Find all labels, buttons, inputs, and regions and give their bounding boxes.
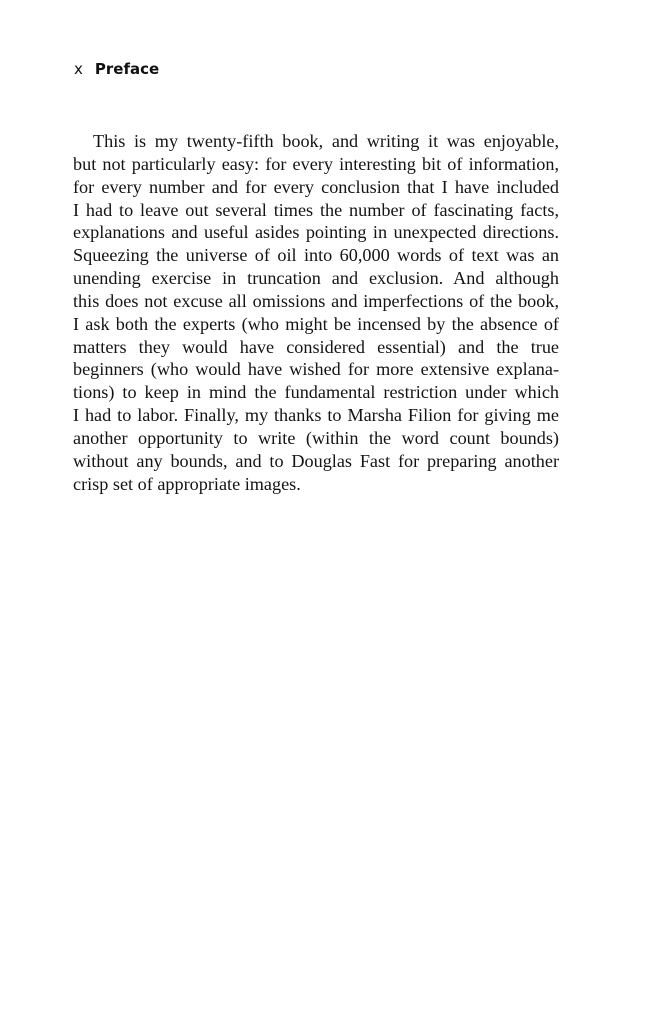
paragraph-line: I had to labor. Finally, my thanks to Marsha Filion for giving me [73, 405, 559, 426]
paragraph-line: but not particularly easy: for every interesting bit of information, [73, 153, 559, 174]
paragraph-line: Squeezing the universe of oil into 60,000 words of text was an [73, 245, 559, 266]
paragraph-line: crisp set of appropriate images. [73, 473, 301, 494]
page-number: x [74, 60, 83, 78]
paragraph-line: tions) to keep in mind the fundamental restriction under which [73, 382, 559, 403]
running-head [74, 59, 159, 79]
paragraph-line: I had to leave out several times the number of fascinating facts, [73, 199, 559, 220]
paragraph-line: for every number and for every conclusion that I have included [73, 176, 559, 197]
paragraph-line: This is my twenty-fifth book, and writing it was enjoyable, [93, 131, 559, 151]
paragraph-line: this does not excuse all omissions and imperfections of the book, [73, 290, 559, 311]
section-title: Preface [94, 60, 160, 78]
paragraph-line: beginners (who would have wished for more extensive explana- [73, 359, 559, 380]
paragraph-line: explanations and useful asides pointing in unexpected directions. [73, 222, 559, 243]
paragraph-line: I ask both the experts (who might be incensed by the absence of [73, 313, 559, 334]
paragraph-line: unending exercise in truncation and exclusion. And although [73, 268, 559, 289]
paragraph-line: another opportunity to write (within the word count bounds) [73, 427, 559, 448]
paragraph-line: matters they would have considered essential) and the true [73, 336, 559, 357]
paragraph-line: without any bounds, and to Douglas Fast for preparing another [73, 450, 559, 471]
preface-paragraph [73, 130, 559, 496]
